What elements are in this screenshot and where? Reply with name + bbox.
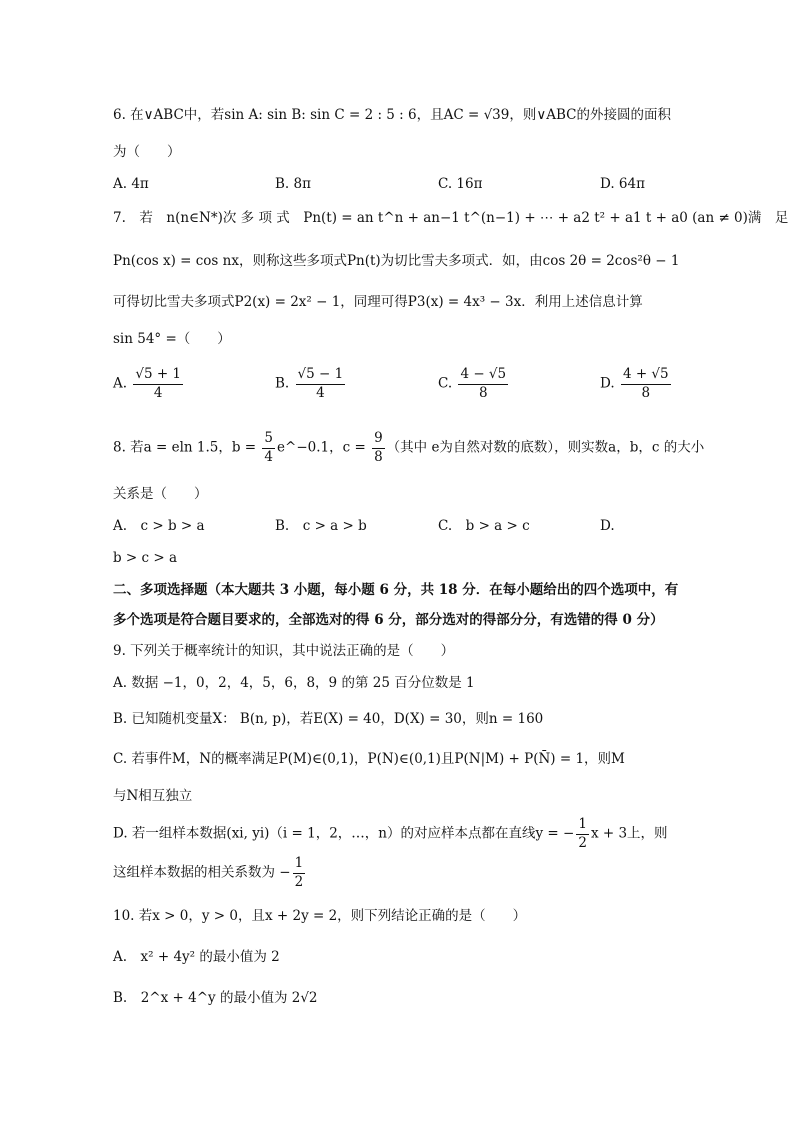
q6-option-a: A. 4π <box>113 176 149 192</box>
q9-option-d-slope-fraction <box>576 818 589 850</box>
section2-heading-line2: 多个选项是符合题目要求的，全部选对的得 6 分，部分选对的得部分分，有选错的得 0 分） <box>113 612 664 628</box>
q7-option-b <box>275 368 347 400</box>
q7-option-a <box>113 368 185 400</box>
q8-c-denominator: 8 <box>374 448 383 465</box>
q7-option-a-numerator: √5 + 1 <box>133 368 183 385</box>
q8-option-d-continued: b > c > a <box>113 550 178 566</box>
q9-option-d-line2-text: 这组样本数据的相关系数为 − <box>113 864 291 881</box>
q7-option-c <box>438 368 510 400</box>
q8-line2: 关系是（ ） <box>113 486 208 502</box>
q8-b-denominator: 4 <box>264 448 274 465</box>
q6-option-d: D. 64π <box>600 176 645 192</box>
q8-b-numerator: 5 <box>262 432 275 449</box>
q10-option-a: A. x² + 4y² 的最小值为 2 <box>113 949 280 965</box>
q7-line2: Pn(cos x) = cos nx，则称这些多项式Pn(t)为切比雪夫多项式．如，由cos 2θ = 2cos²θ − 1 <box>113 253 680 269</box>
q8-option-d: D. <box>600 518 615 534</box>
q6-line1: 6. 在∨ABC中，若sin A: sin B: sin C = 2 : 5 : 6，且AC = √39，则∨ABC的外接圆的面积 <box>113 107 671 123</box>
q9-option-d-coefficient-denominator: 2 <box>294 873 304 890</box>
q8-option-c: C. b > a > c <box>438 518 530 534</box>
q10-stem: 10. 若x > 0，y > 0，且x + 2y = 2，则下列结论正确的是（ ） <box>113 908 527 924</box>
q7-option-c-fraction <box>458 368 508 400</box>
q7-option-d-numerator: 4 + √5 <box>621 368 671 385</box>
q9-option-d-coefficient-fraction <box>293 857 306 889</box>
q10-option-b: B. 2^x + 4^y 的最小值为 2√2 <box>113 990 318 1006</box>
q9-option-c-line2: 与N相互独立 <box>113 788 193 804</box>
q9-option-d-part-a: D. 若一组样本数据(xi, yi)（i = 1，2，…，n）的对应样本点都在直线y = − <box>113 825 575 842</box>
q7-option-a-fraction <box>133 368 183 400</box>
q7-option-d <box>600 368 673 400</box>
q6-line2: 为（ ） <box>113 144 181 160</box>
q7-option-c-numerator: 4 − √5 <box>458 368 508 385</box>
q7-option-b-numerator: √5 − 1 <box>296 368 346 385</box>
q7-option-a-label: A. <box>113 375 128 392</box>
q8-option-a: A. c > b > a <box>113 518 205 534</box>
q8-b-fraction <box>262 432 275 464</box>
q9-option-d-part-b: x + 3上，则 <box>590 825 668 842</box>
q7-line4: sin 54° =（ ） <box>113 331 231 347</box>
q9-option-a: A. 数据 −1，0，2，4，5，6，8，9 的第 25 百分位数是 1 <box>113 675 475 691</box>
section2-heading-line1: 二、多项选择题（本大题共 3 小题，每小题 6 分，共 18 分．在每小题给出的四个选项中，有 <box>113 582 679 598</box>
q9-option-d-line1 <box>113 818 668 850</box>
q7-option-c-label: C. <box>438 375 453 392</box>
q8-line1-part-b: e^−0.1，c = <box>277 439 371 456</box>
q7-option-d-label: D. <box>600 375 615 392</box>
q9-option-b: B. 已知随机变量X： B(n, p)，若E(X) = 40，D(X) = 30，则n = 160 <box>113 711 544 727</box>
q8-c-numerator: 9 <box>372 432 385 449</box>
q7-option-a-denominator: 4 <box>153 384 163 401</box>
q9-option-d-coefficient-numerator: 1 <box>293 857 306 874</box>
q9-stem: 9. 下列关于概率统计的知识，其中说法正确的是（ ） <box>113 643 455 659</box>
q8-line1-part-c: （其中 e为自然对数的底数），则实数a，b，c 的大小 <box>386 439 705 456</box>
q7-option-c-denominator: 8 <box>478 384 488 401</box>
q7-option-b-fraction <box>296 368 346 400</box>
q9-option-d-slope-numerator: 1 <box>576 818 589 835</box>
q8-line1-part-a: 8. 若a = eln 1.5，b = <box>113 439 261 456</box>
q9-option-c-line1: C. 若事件M，N的概率满足P(M)∈(0,1)，P(N)∈(0,1)且P(N|M) + P(N̄) = 1，则M <box>113 751 625 767</box>
q7-option-d-denominator: 8 <box>641 384 651 401</box>
q8-line1 <box>113 432 704 464</box>
q8-option-b: B. c > a > b <box>275 518 367 534</box>
q7-option-b-denominator: 4 <box>316 384 325 401</box>
q9-option-d-line2 <box>113 857 307 889</box>
q6-option-b: B. 8π <box>275 176 311 192</box>
q9-option-d-slope-denominator: 2 <box>578 834 587 851</box>
q6-option-c: C. 16π <box>438 176 483 192</box>
q7-line3: 可得切比雪夫多项式P2(x) = 2x² − 1，同理可得P3(x) = 4x³ − 3x．利用上述信息计算 <box>113 294 643 310</box>
q7-option-b-label: B. <box>275 375 290 392</box>
q7-line1: 7. 若 n(n∈N*)次 多 项 式 Pn(t) = an t^n + an−1 t^(n−1) + ⋯ + a2 t² + a1 t + a0 (an ≠ 0)满 足 <box>113 210 789 226</box>
q8-c-fraction <box>372 432 385 464</box>
q7-option-d-fraction <box>621 368 671 400</box>
